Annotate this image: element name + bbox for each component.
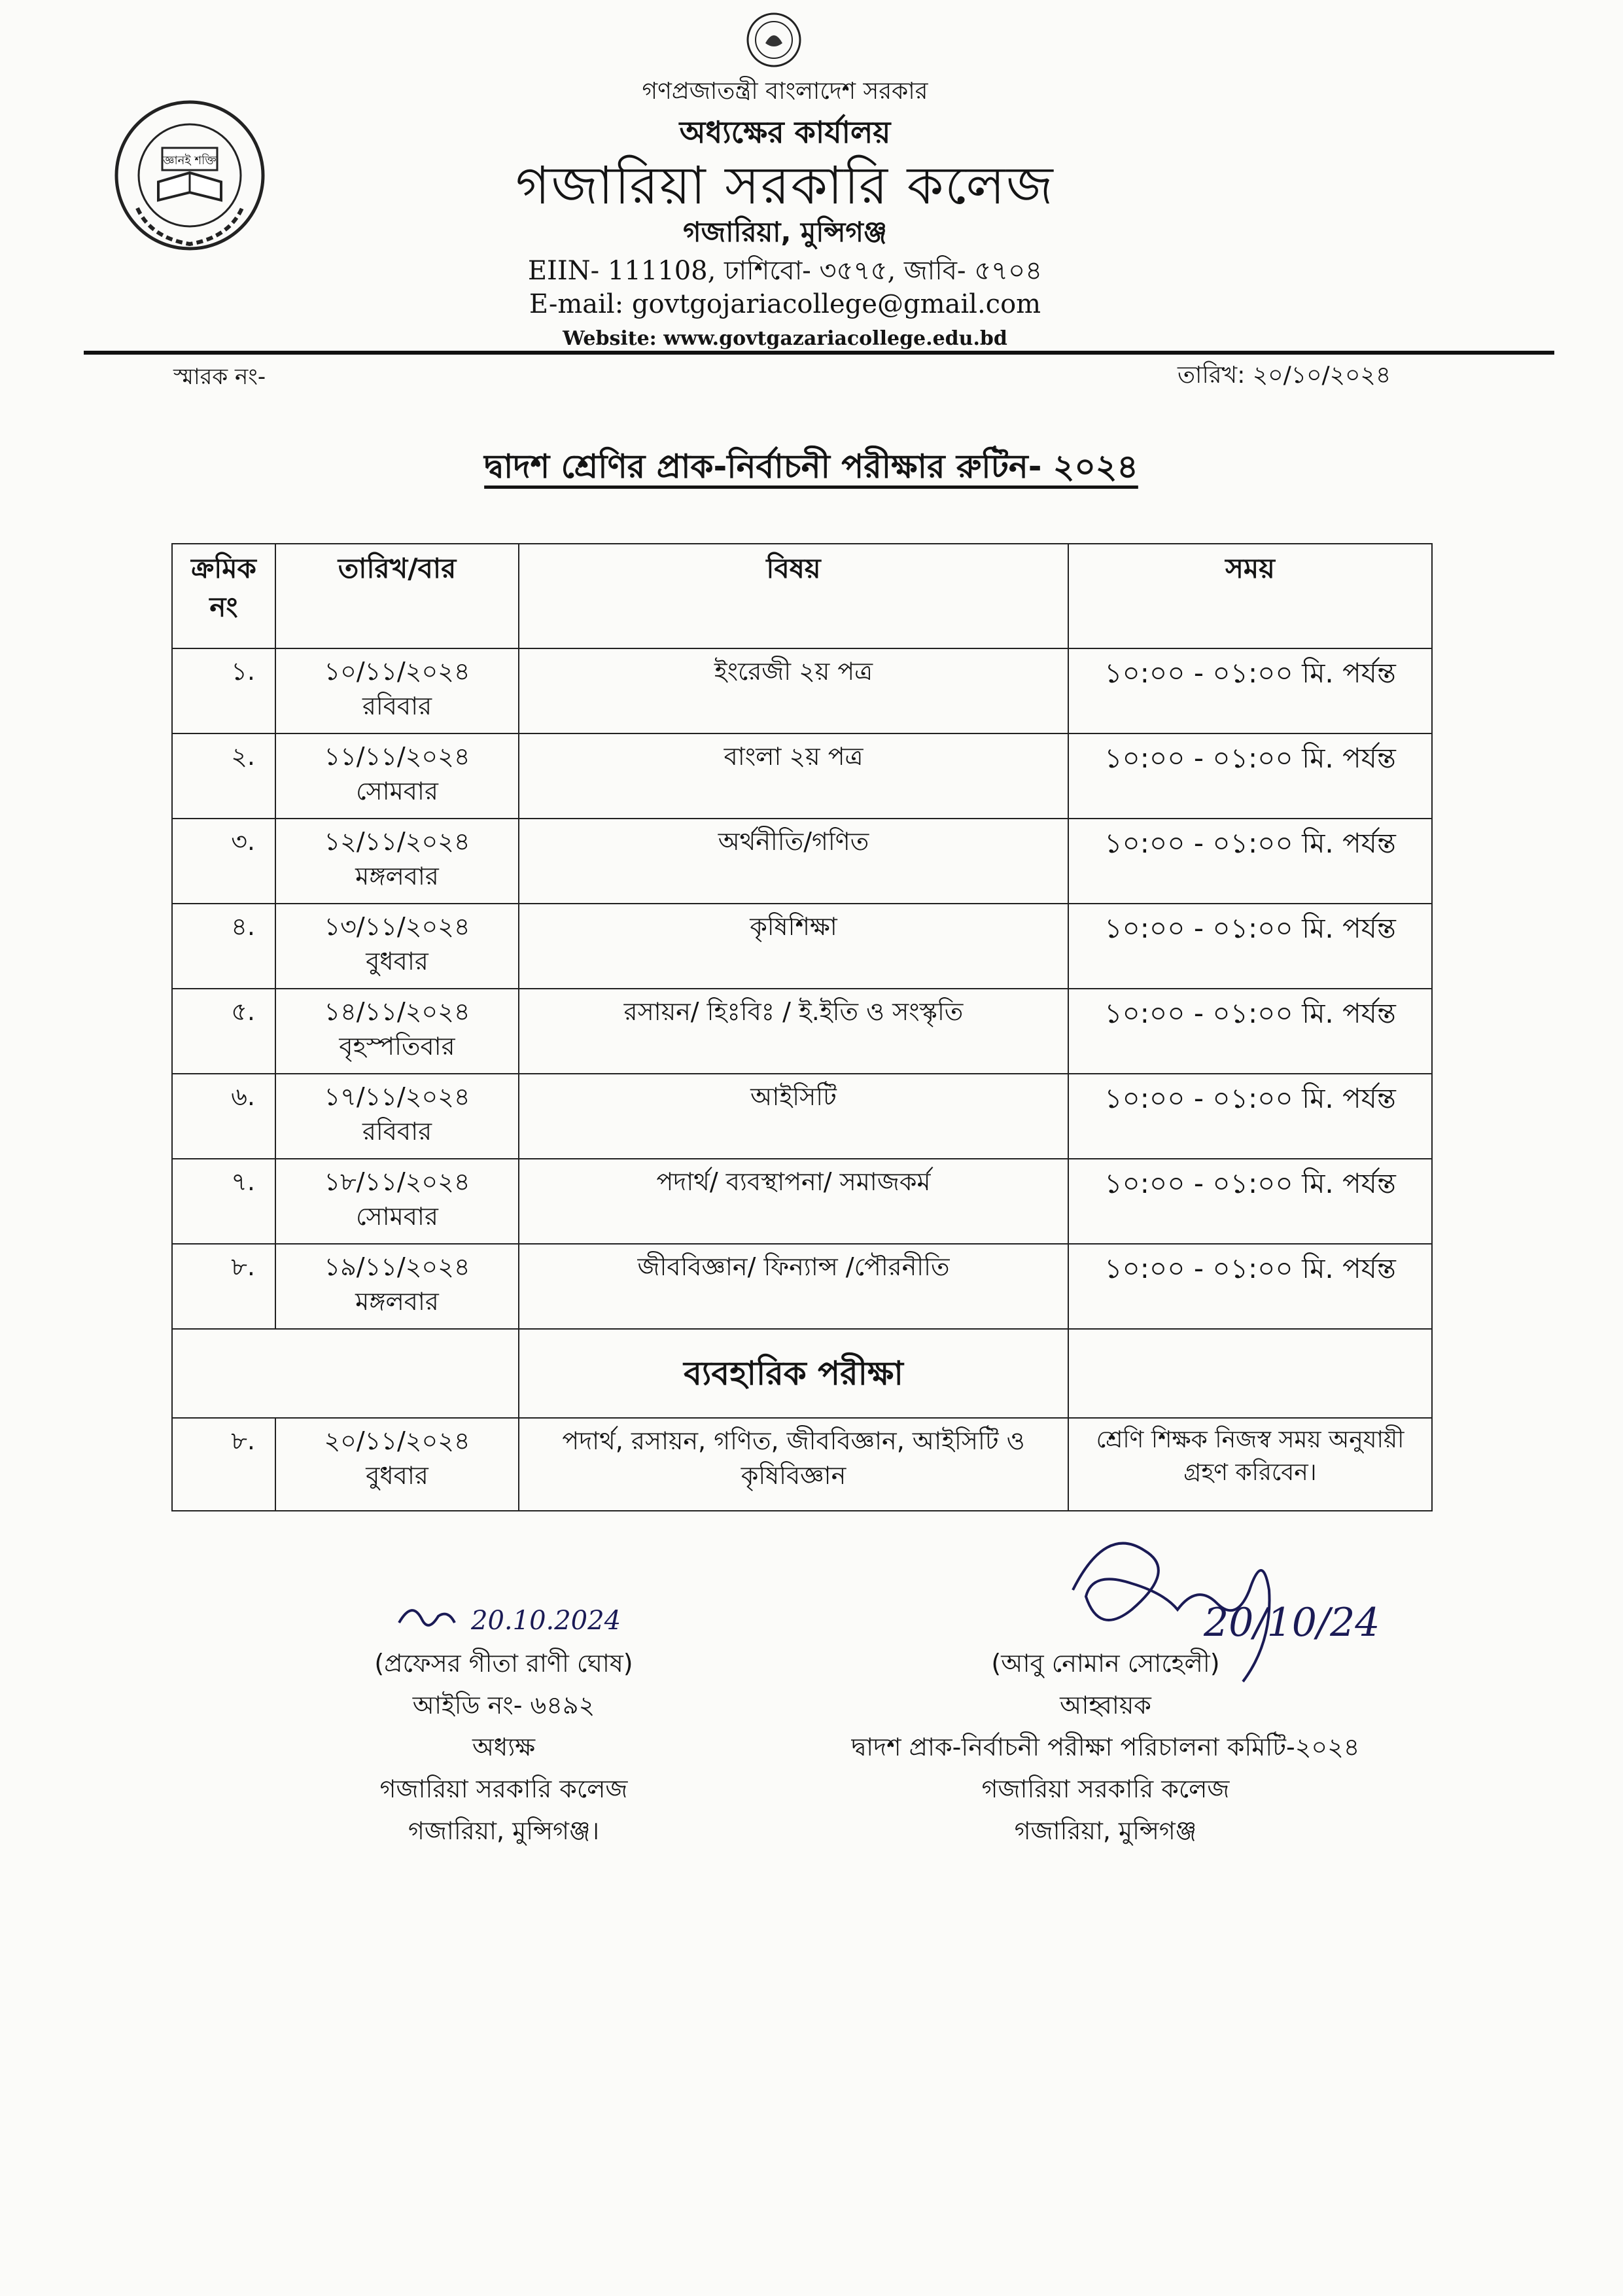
college-location: গজারিয়া, মুন্সিগঞ্জ	[683, 216, 887, 248]
date-cell	[275, 1159, 519, 1244]
table-row	[172, 1244, 1432, 1329]
principal-designation: অধ্যক্ষ	[472, 1733, 535, 1761]
svg-text:জ্ঞানই শক্তি: জ্ঞানই শক্তি	[163, 154, 217, 168]
exam-date: ১০/১১/২০২৪	[324, 657, 470, 686]
exam-day: রবিবার	[362, 1117, 432, 1146]
exam-day: মঙ্গলবার	[355, 862, 439, 891]
institution-codes: EIIN- 111108, ঢাশিবো- ৩৫৭৫, জাবি- ৫৭০৪	[527, 256, 1043, 286]
exam-date: ১৮/১১/২০২৪	[324, 1167, 470, 1196]
email-address: E-mail: govtgojariacollege@gmail.com	[529, 289, 1041, 319]
table-row	[172, 904, 1432, 989]
principal-place: গজারিয়া, মুন্সিগঞ্জ।	[408, 1816, 600, 1845]
college-name: গজারিয়া সরকারি কলেজ	[515, 155, 1055, 216]
exam-day: রবিবার	[362, 692, 432, 721]
exam-day: বুধবার	[366, 1461, 428, 1491]
date-cell	[275, 819, 519, 904]
table-header-row	[172, 544, 1432, 648]
exam-day: বৃহস্পতিবার	[339, 1032, 455, 1061]
subject-cell: ইংরেজী ২য় পত্র	[519, 648, 1068, 733]
practical-heading: ব্যবহারিক পরীক্ষা	[519, 1329, 1068, 1418]
document-date: তারিখ: ২০/১০/২০২৪	[1178, 362, 1391, 389]
convener-signature-block	[778, 1642, 1433, 1852]
subject-cell: পদার্থ/ ব্যবস্থাপনা/ সমাজকর্ম	[519, 1159, 1068, 1244]
routine-table	[171, 543, 1433, 1511]
exam-day: সোমবার	[356, 777, 438, 806]
convener-place: গজারিয়া, মুন্সিগঞ্জ	[1014, 1816, 1197, 1845]
svg-text:20/10/24: 20/10/24	[1204, 1600, 1380, 1646]
header-time: সময়	[1068, 544, 1432, 648]
principal-id: আইডি নং- ৬৪৯২	[412, 1691, 595, 1720]
principal-signature	[393, 1597, 720, 1642]
table-row	[172, 648, 1432, 733]
date-cell	[275, 904, 519, 989]
time-cell: ১০:০০ - ০১:০০ মি. পর্যন্ত	[1068, 819, 1432, 904]
principal-signature-block	[249, 1642, 759, 1852]
principal-institution: গজারিয়া সরকারি কলেজ	[379, 1775, 628, 1803]
svg-text:20.10.2024: 20.10.2024	[471, 1606, 621, 1636]
date-cell	[275, 1418, 519, 1511]
exam-day: বুধবার	[366, 947, 428, 976]
convener-name: (আবু নোমান সোহেলী)	[991, 1649, 1220, 1678]
time-cell: শ্রেণি শিক্ষক নিজস্ব সময় অনুযায়ী গ্রহণ করিবেন।	[1068, 1418, 1432, 1511]
convener-designation: আহ্বায়ক	[1060, 1691, 1151, 1720]
empty-cell	[172, 1329, 519, 1418]
date-cell	[275, 989, 519, 1074]
date-cell	[275, 648, 519, 733]
exam-date: ১১/১১/২০২৪	[324, 742, 470, 771]
serial-cell: ৮.	[172, 1244, 275, 1329]
college-logo	[111, 97, 268, 254]
exam-date: ১৪/১১/২০২৪	[324, 997, 470, 1026]
serial-cell: ৬.	[172, 1074, 275, 1159]
subject-cell: পদার্থ, রসায়ন, গণিত, জীববিজ্ঞান, আইসিটি ও কৃষিবিজ্ঞান	[519, 1418, 1068, 1511]
convener-institution: গজারিয়া সরকারি কলেজ	[981, 1775, 1230, 1803]
exam-date: ১৩/১১/২০২৪	[324, 912, 470, 941]
time-cell: ১০:০০ - ০১:০০ মি. পর্যন্ত	[1068, 1244, 1432, 1329]
subject-cell: বাংলা ২য় পত্র	[519, 733, 1068, 819]
date-cell	[275, 733, 519, 819]
exam-date: ১৯/১১/২০২৪	[324, 1252, 470, 1281]
header-serial: ক্রমিক নং	[172, 544, 275, 648]
subject-cell: জীববিজ্ঞান/ ফিন্যান্স /পৌরনীতি	[519, 1244, 1068, 1329]
exam-date: ২০/১১/২০২৪	[324, 1426, 470, 1455]
empty-cell	[1068, 1329, 1432, 1418]
table-row	[172, 989, 1432, 1074]
serial-cell: ২.	[172, 733, 275, 819]
practical-row	[172, 1418, 1432, 1511]
government-seal-icon	[746, 12, 802, 68]
page-title: দ্বাদশ শ্রেণির প্রাক-নির্বাচনী পরীক্ষার রুটিন- ২০২৪	[484, 448, 1138, 486]
time-cell: ১০:০০ - ০১:০০ মি. পর্যন্ত	[1068, 1074, 1432, 1159]
serial-cell: ৪.	[172, 904, 275, 989]
exam-day: সোমবার	[356, 1202, 438, 1231]
subject-cell: আইসিটি	[519, 1074, 1068, 1159]
subject-cell: রসায়ন/ হিঃবিঃ / ই.ইতি ও সংস্কৃতি	[519, 989, 1068, 1074]
exam-date: ১৭/১১/২০২৪	[324, 1082, 470, 1111]
principal-name: (প্রফেসর গীতা রাণী ঘোষ)	[374, 1649, 633, 1678]
practical-heading-row	[172, 1329, 1432, 1418]
date-cell	[275, 1074, 519, 1159]
memo-number: স্মারক নং-	[173, 364, 266, 390]
website-address: Website: www.govtgazariacollege.edu.bd	[563, 327, 1007, 350]
table-row	[172, 819, 1432, 904]
exam-date: ১২/১১/২০২৪	[324, 827, 470, 856]
subject-cell: কৃষিশিক্ষা	[519, 904, 1068, 989]
government-line: গণপ্রজাতন্ত্রী বাংলাদেশ সরকার	[642, 78, 928, 105]
time-cell: ১০:০০ - ০১:০০ মি. পর্যন্ত	[1068, 1159, 1432, 1244]
convener-committee: দ্বাদশ প্রাক-নির্বাচনী পরীক্ষা পরিচালনা কমিটি-২০২৪	[851, 1733, 1360, 1761]
time-cell: ১০:০০ - ০১:০০ মি. পর্যন্ত	[1068, 733, 1432, 819]
header-date: তারিখ/বার	[275, 544, 519, 648]
serial-cell: ১.	[172, 648, 275, 733]
serial-cell: ৫.	[172, 989, 275, 1074]
subject-cell: অর্থনীতি/গণিত	[519, 819, 1068, 904]
time-cell: ১০:০০ - ০১:০০ মি. পর্যন্ত	[1068, 904, 1432, 989]
time-cell: ১০:০০ - ০১:০০ মি. পর্যন্ত	[1068, 989, 1432, 1074]
exam-day: মঙ্গলবার	[355, 1287, 439, 1316]
table-row	[172, 733, 1432, 819]
date-cell	[275, 1244, 519, 1329]
serial-cell: ৮.	[172, 1418, 275, 1511]
header-divider	[84, 351, 1554, 355]
office-line: অধ্যক্ষের কার্যালয়	[679, 115, 891, 150]
table-row	[172, 1159, 1432, 1244]
table-row	[172, 1074, 1432, 1159]
serial-cell: ৭.	[172, 1159, 275, 1244]
serial-cell: ৩.	[172, 819, 275, 904]
header-subject: বিষয়	[519, 544, 1068, 648]
time-cell: ১০:০০ - ০১:০০ মি. পর্যন্ত	[1068, 648, 1432, 733]
